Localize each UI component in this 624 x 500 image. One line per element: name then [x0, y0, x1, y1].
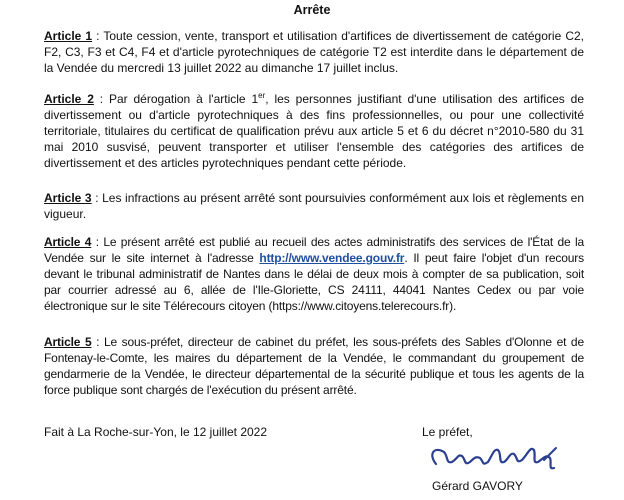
article-1 — [44, 28, 584, 76]
article-2 — [44, 88, 584, 171]
handwritten-signature — [418, 440, 568, 476]
signatory-title: Le préfet, — [422, 425, 473, 439]
article-3 — [44, 190, 584, 222]
article-1-text: : Toute cession, vente, transport et utilisation d'artifices de divertissement de catégorie C2, F2, C3, F3 et C4, F4 et d'article pyrotechniques de catégorie T2 est interdite dans le département de la Vendée du mercredi 13 juillet 2022 au dimanche 17 juillet inclus. — [44, 29, 584, 75]
article-1-label: Article 1 — [44, 29, 93, 43]
signatory-name: Gérard GAVORY — [432, 479, 523, 493]
article-4-text-end: . Il peut faire l'objet d'un recours devant le tribunal administratif de Nantes dans le délai de deux mois à compter de sa publication, soit par courrier adressé au 6, allée de l'Ile-Gloriette, CS 24111, 44041 Nantes Cedex ou par voie électronique sur le site Télérecours citoyen (https://www.citoyens.telerecours.fr). — [44, 251, 584, 313]
article-2-label: Article 2 — [44, 92, 94, 106]
article-4-label: Article 4 — [44, 235, 92, 249]
article-2-text-start: : Par dérogation à l'article 1 — [93, 92, 259, 106]
article-4-text-start: : Le présent arrêté est publié au recueil des actes administratifs des services de l'État de la Vendée sur le site internet à l'adresse — [44, 235, 584, 265]
article-5-label: Article 5 — [44, 335, 92, 349]
article-5-text: : Le sous-préfet, directeur de cabinet du préfet, les sous-préfets des Sables d'Olonne et de Fontenay-le-Comte, les maires du département de la Vendée, le commandant du groupement de gendarmerie de la Vendée, le directeur départemental de la sécurité publique et tous les agents de la force publique sont chargés de l'exécution du présent arrêté. — [44, 335, 584, 397]
vendee-gouv-link[interactable]: http://www.vendee.gouv.fr — [259, 251, 405, 265]
article-5 — [44, 334, 584, 398]
document-title: Arrête — [293, 3, 331, 17]
article-3-label: Article 3 — [44, 191, 92, 205]
article-3-text: : Les infractions au présent arrêté sont poursuivies conformément aux lois et règlements en vigueur. — [44, 191, 584, 221]
article-2-text-end: , les personnes justifiant d'une utilisation des artifices de divertissement ou d'article pyrotechniques à des fins professionnelles, ou pour une collectivité territoriale, titulaires du certificat de qualification prévu aux article 5 et 6 du décret n°2010-580 du 31 mai 2010 susvisé, peuvent transporter et utiliser l'ensemble des catégories des artifices de divertissement et des articles pyrotechniques pendant cette période. — [44, 92, 584, 170]
article-4 — [44, 234, 584, 314]
article-2-superscript: er — [258, 91, 266, 100]
closing-place-date: Fait à La Roche-sur-Yon, le 12 juillet 2022 — [44, 425, 268, 439]
